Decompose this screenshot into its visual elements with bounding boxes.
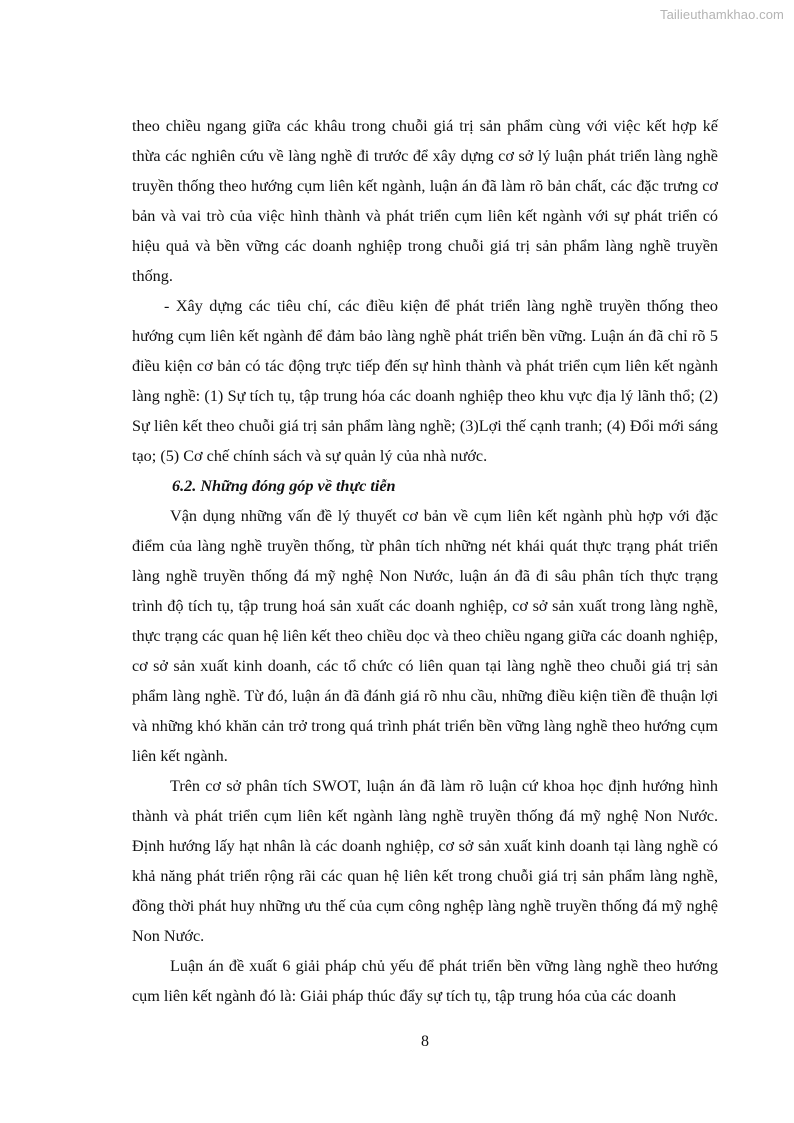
paragraph-solutions: Luận án đề xuất 6 giải pháp chủ yếu để phát triển bền vững làng nghề theo hướng cụm liên kết ngành đó là: Giải pháp thúc đẩy sự tích tụ, tập trung hóa của các doanh xyxy=(132,957,718,1005)
paragraph-swot: Trên cơ sở phân tích SWOT, luận án đã làm rõ luận cứ khoa học định hướng hình thành và phát triển cụm liên kết ngành làng nghề truyền thống đá mỹ nghệ Non Nước. Định hướng lấy hạt nhân là các doanh nghiệp, cơ sở sản xuất kinh doanh tại làng nghề có khả năng phát triển rộng rãi các quan hệ liên kết trong chuỗi giá trị sản phẩm làng nghề, đồng thời phát huy những ưu thế của cụm công nghệp làng nghề truyền thống đá mỹ nghệ Non Nước. xyxy=(132,777,718,945)
watermark-text: Tailieuthamkhao.com xyxy=(659,7,784,22)
page-number: 8 xyxy=(421,1033,429,1050)
paragraph-continuation: theo chiều ngang giữa các khâu trong chuỗi giá trị sản phẩm cùng với việc kết hợp kế thừa các nghiên cứu về làng nghề đi trước để xây dựng cơ sở lý luận phát triển làng nghề truyền thống theo hướng cụm liên kết ngành, luận án đã làm rõ bản chất, các đặc trưng cơ bản và vai trò của việc hình thành và phát triển cụm liên kết ngành với sự phát triển có hiệu quả và bền vững các doanh nghiệp trong chuỗi giá trị sản phẩm làng nghề truyền thống. xyxy=(132,117,718,285)
paragraph-analysis: Vận dụng những vấn đề lý thuyết cơ bản về cụm liên kết ngành phù hợp với đặc điểm của làng nghề truyền thống, từ phân tích những nét khái quát thực trạng phát triển làng nghề truyền thống đá mỹ nghệ Non Nước, luận án đã đi sâu phân tích thực trạng trình độ tích tụ, tập trung hoá sản xuất các doanh nghiệp, cơ sở sản xuất trong làng nghề, thực trạng các quan hệ liên kết theo chiều dọc và theo chiều ngang giữa các doanh nghiệp, cơ sở sản xuất kinh doanh, các tổ chức có liên quan tại làng nghề theo chuỗi giá trị sản phẩm làng nghề. Từ đó, luận án đã đánh giá rõ nhu cầu, những điều kiện tiền đề thuận lợi và những khó khăn cản trở trong quá trình phát triển bền vững làng nghề theo hướng cụm liên kết ngành. xyxy=(132,507,718,765)
document-body xyxy=(132,111,718,1011)
paragraph-criteria: - Xây dựng các tiêu chí, các điều kiện để phát triển làng nghề truyền thống theo hướng cụm liên kết ngành để đảm bảo làng nghề phát triển bền vững. Luận án đã chỉ rõ 5 điều kiện cơ bản có tác động trực tiếp đến sự hình thành và phát triển cụm liên kết ngành làng nghề: (1) Sự tích tụ, tập trung hóa các doanh nghiệp theo khu vực địa lý lãnh thổ; (2) Sự liên kết theo chuỗi giá trị sản phẩm làng nghề; (3)Lợi thế cạnh tranh; (4) Đổi mới sáng tạo; (5) Cơ chế chính sách và sự quản lý của nhà nước. xyxy=(132,297,718,465)
section-heading: 6.2. Những đóng góp về thực tiễn xyxy=(172,477,396,495)
